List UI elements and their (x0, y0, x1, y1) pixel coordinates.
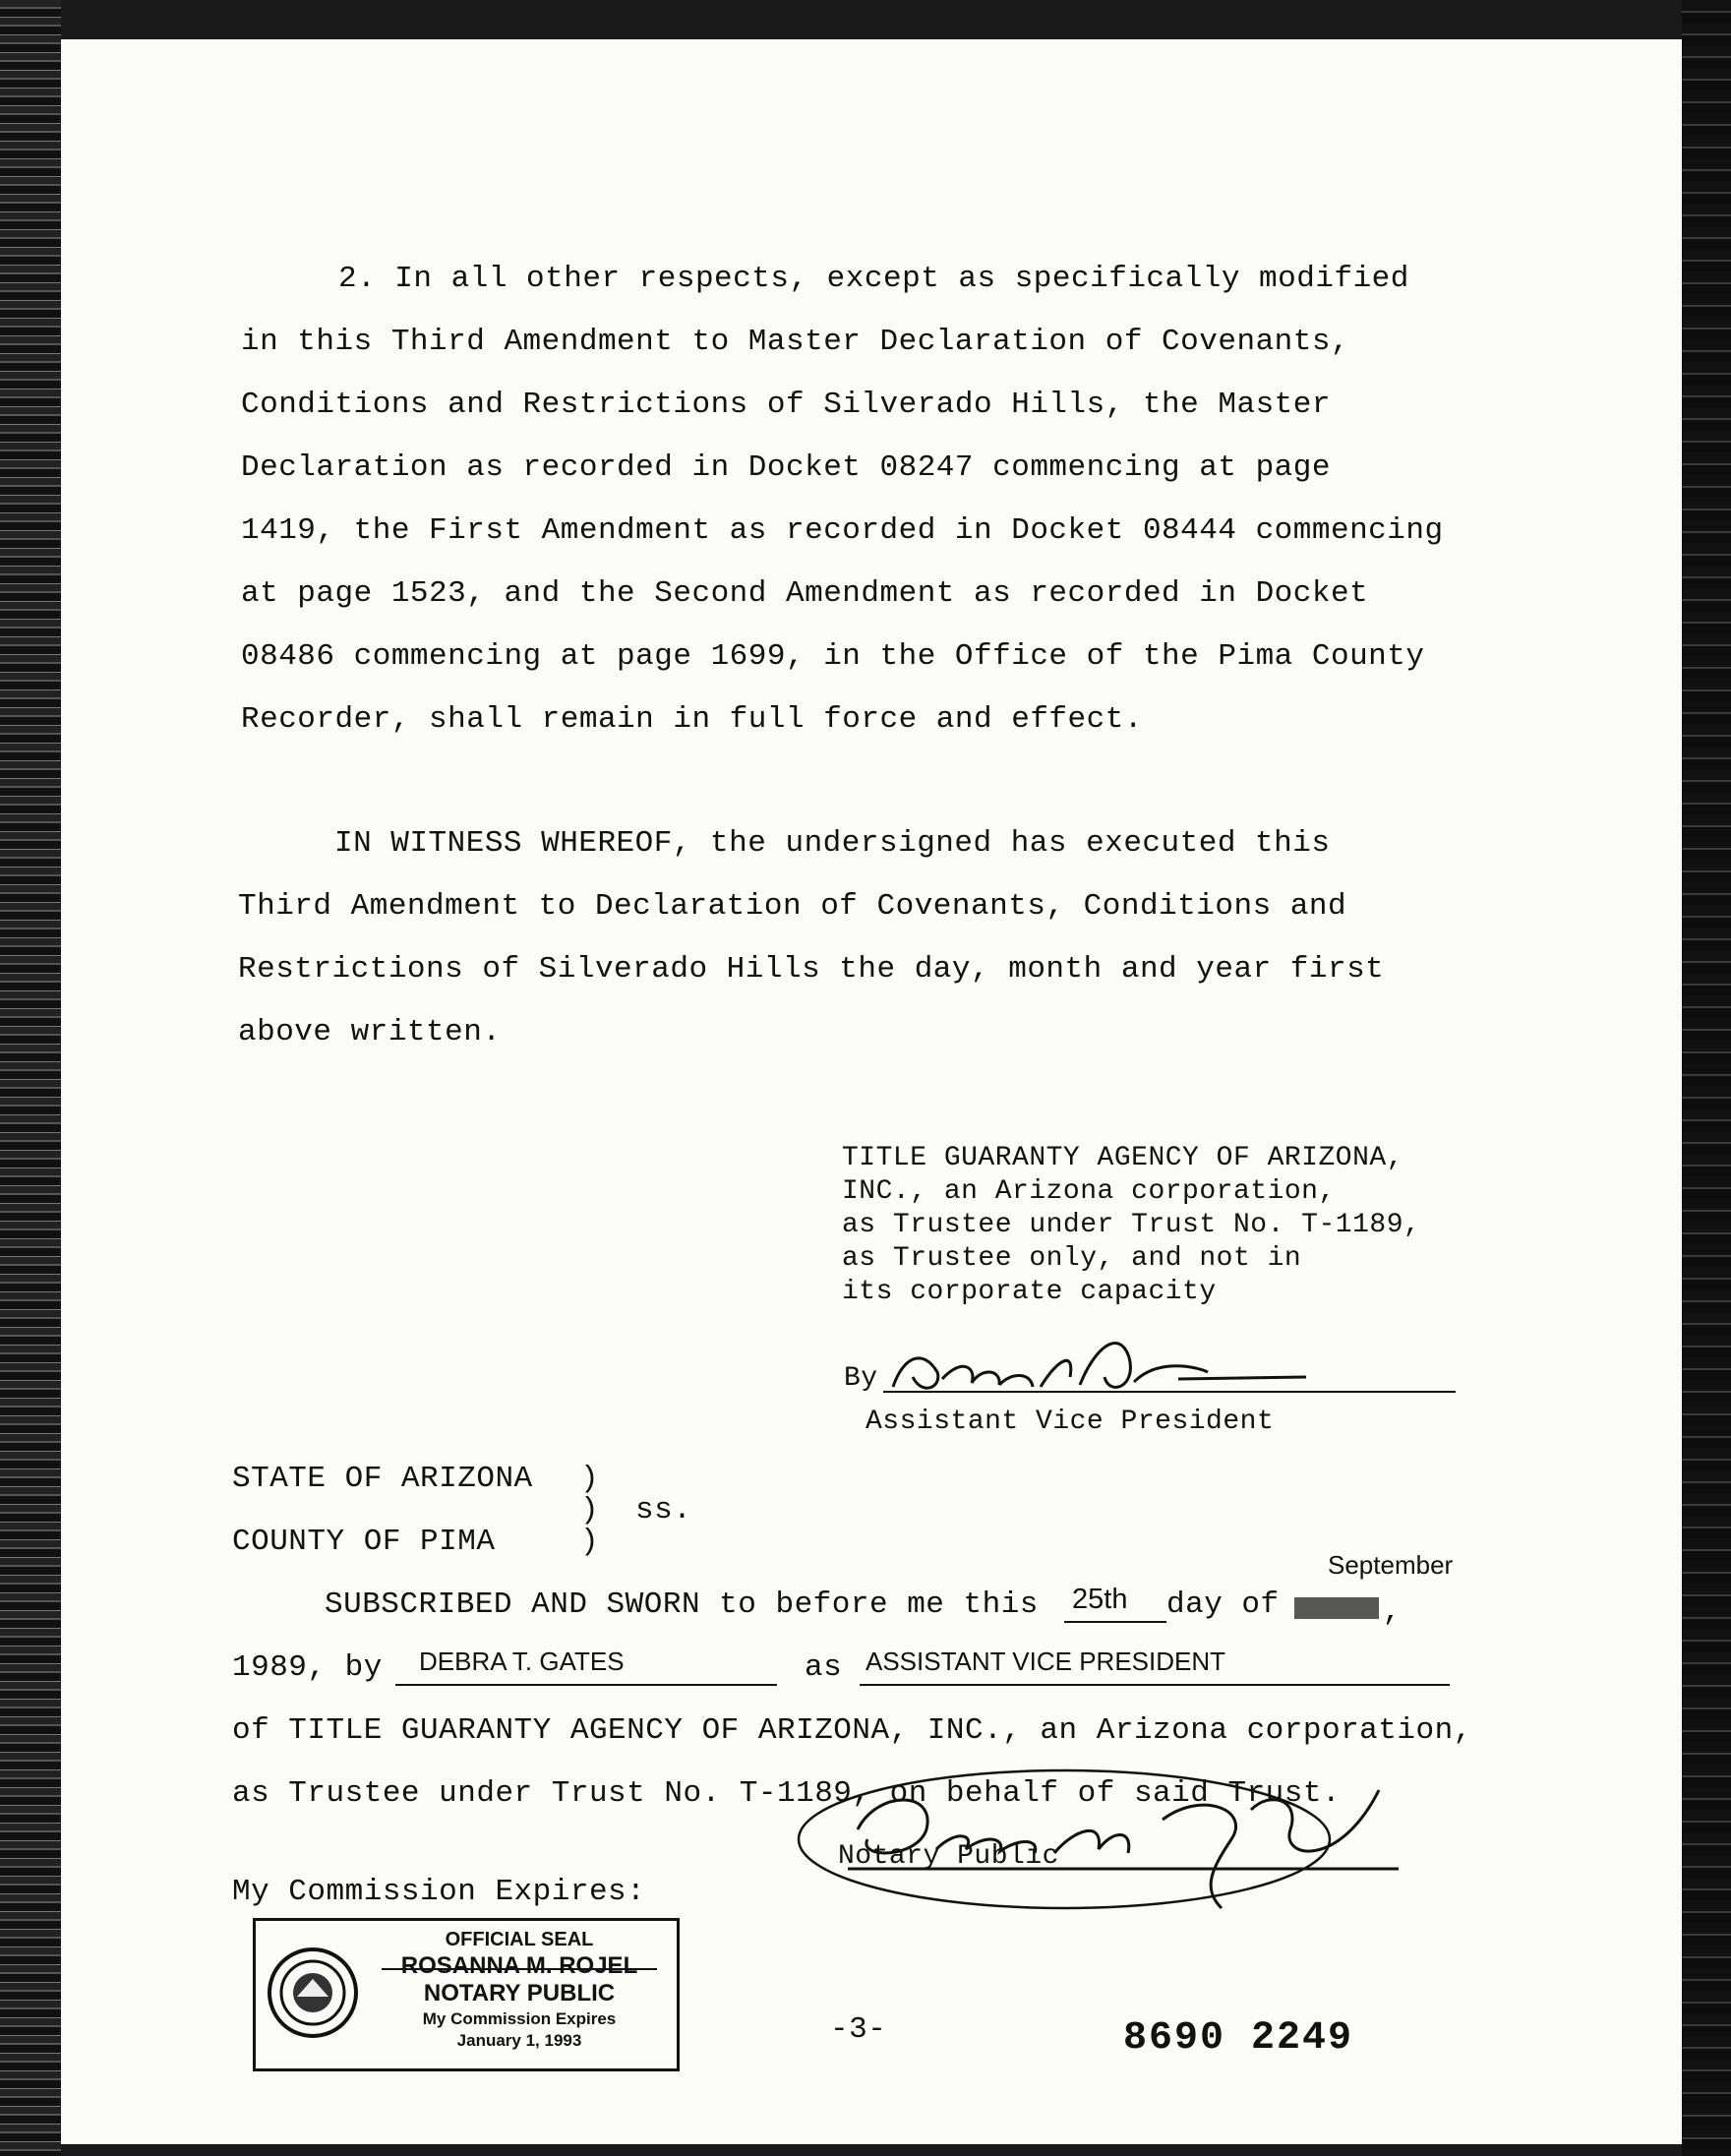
paragraph-line: above written. (238, 1015, 502, 1049)
svg-text:,: , (1383, 1595, 1402, 1629)
jurat-month: September (1328, 1550, 1454, 1580)
jurat-name: DEBRA T. GATES (419, 1647, 625, 1676)
jurat-line-3: of TITLE GUARANTY AGENCY OF ARIZONA, INC., an Arizona corporation, (232, 1713, 1472, 1748)
paragraph-line: Third Amendment to Declaration of Covenants, Conditions and (238, 889, 1347, 924)
venue-paren: ) (580, 1525, 600, 1559)
scan-edge-left (0, 0, 61, 2156)
paragraph-line: Conditions and Restrictions of Silverado Hills, the Master (241, 388, 1331, 422)
state-seal-icon (266, 1946, 360, 2040)
seal-title: OFFICIAL SEAL (445, 1929, 594, 1950)
scan-edge-right (1682, 0, 1731, 2156)
notary-label: Notary Public (838, 1841, 1059, 1872)
paragraph-line: Restrictions of Silverado Hills the day, month and year first (238, 952, 1385, 987)
jurat-line-2: 1989, by (232, 1650, 383, 1685)
paragraph-line: at page 1523, and the Second Amendment as recorded in Docket (241, 576, 1369, 611)
seal-expires-label: My Commission Expires (422, 2009, 617, 2028)
paragraph-line: Recorder, shall remain in full force and effect. (241, 702, 1143, 737)
jurat-day: 25th (1072, 1584, 1128, 1615)
jurat-position: ASSISTANT VICE PRESIDENT (866, 1647, 1226, 1676)
trustee-line: as Trustee only, and not in (842, 1243, 1302, 1274)
docket-stamp: 8690 2249 (1123, 2016, 1354, 2061)
position-underline (860, 1684, 1450, 1686)
seal-strike (382, 1968, 657, 1970)
venue-state: STATE OF ARIZONA (232, 1462, 533, 1496)
trustee-signature (883, 1318, 1355, 1407)
paragraph-line: 08486 commencing at page 1699, in the Office of the Pima County (241, 639, 1425, 674)
paragraph-line: in this Third Amendment to Master Declaration of Covenants, (241, 325, 1350, 359)
by-label: By (844, 1363, 878, 1394)
jurat-line-4: as Trustee under Trust No. T-1189, on behalf of said Trust. (232, 1776, 1342, 1811)
name-underline (395, 1684, 777, 1686)
jurat-as: as (805, 1650, 843, 1685)
signer-title: Assistant Vice President (866, 1407, 1275, 1437)
page-number: -3- (830, 2012, 887, 2047)
document-page (61, 39, 1682, 2144)
jurat-line-1a: SUBSCRIBED AND SWORN to before me this (325, 1587, 1039, 1622)
trustee-line: INC., an Arizona corporation, (842, 1176, 1336, 1207)
venue-county: COUNTY OF PIMA (232, 1525, 496, 1559)
commission-label: My Commission Expires: (232, 1875, 646, 1909)
notary-seal-stamp (253, 1918, 680, 2071)
venue-paren: ) (580, 1493, 600, 1527)
trustee-line: its corporate capacity (842, 1277, 1217, 1307)
paragraph-line: Declaration as recorded in Docket 08247 commencing at page (241, 450, 1331, 485)
paragraph-line: IN WITNESS WHEREOF, the undersigned has executed this (334, 826, 1331, 861)
paragraph-line: 1419, the First Amendment as recorded in Docket 08444 commencing (241, 513, 1444, 548)
jurat-line-1b: day of (1166, 1587, 1280, 1622)
venue-paren: ) (580, 1462, 600, 1496)
struck-month-mark (1290, 1591, 1402, 1629)
seal-notary-name: ROSANNA M. ROJEL (400, 1952, 638, 1979)
day-underline (1064, 1621, 1166, 1623)
trustee-line: TITLE GUARANTY AGENCY OF ARIZONA, (842, 1143, 1403, 1173)
seal-expires-date: January 1, 1993 (456, 2031, 582, 2050)
paragraph-line: 2. In all other respects, except as specifically modified (338, 262, 1409, 296)
trustee-line: as Trustee under Trust No. T-1189, (842, 1210, 1421, 1240)
seal-role: NOTARY PUBLIC (423, 1980, 616, 2006)
venue-ss: ss. (635, 1493, 692, 1527)
